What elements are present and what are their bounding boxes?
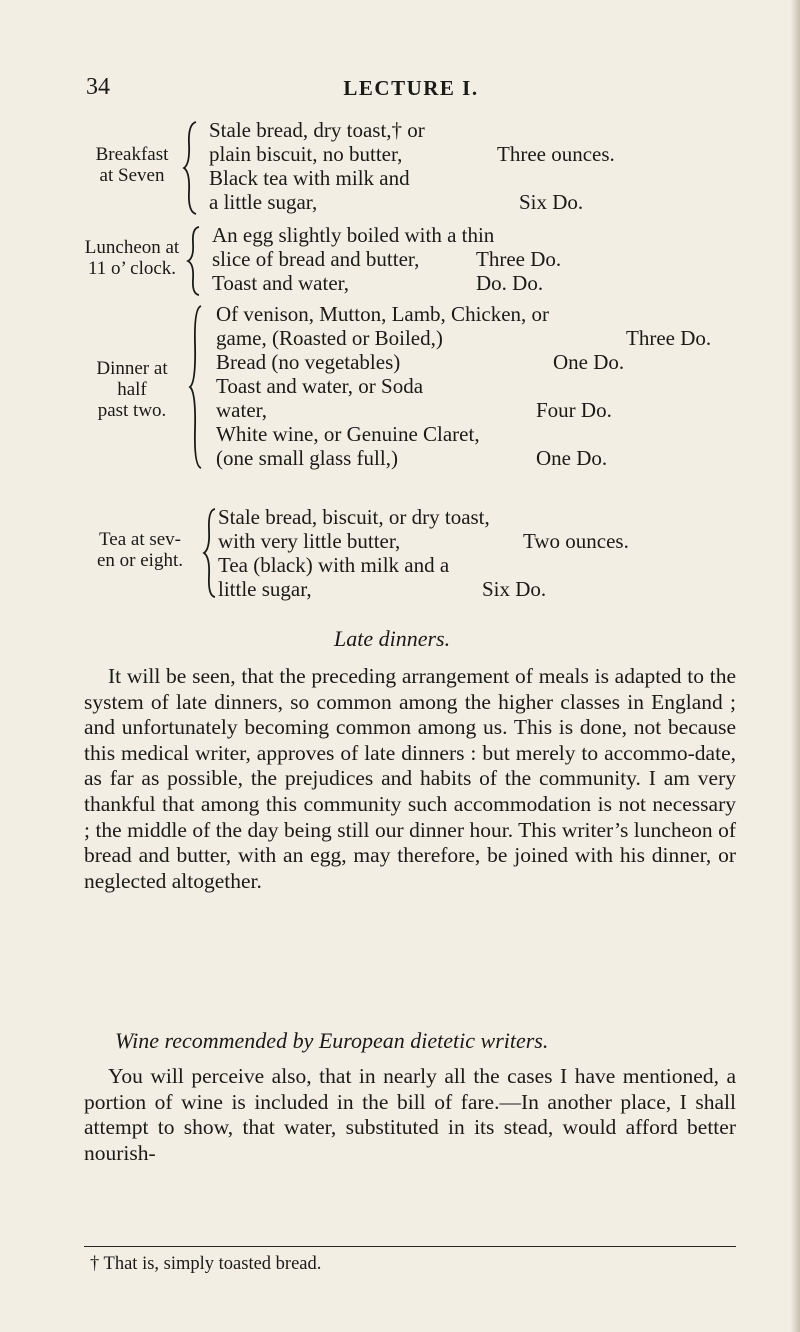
section-title: Late dinners.	[334, 626, 451, 651]
meal-item-row: Toast and water, or Soda	[216, 374, 424, 398]
meal-label	[84, 358, 180, 421]
meal-label	[84, 237, 180, 279]
meal-label-line: Tea at sev-	[98, 529, 181, 550]
meal-item-row: Of venison, Mutton, Lamb, Chicken, or	[216, 302, 550, 326]
running-head: LECTURE I.	[343, 76, 479, 100]
page-header	[86, 74, 736, 104]
quantity: Four Do.	[536, 398, 612, 422]
page-number: 34	[86, 74, 110, 100]
meal-item-row: Bread (no vegetables) One Do.	[216, 350, 625, 374]
brace-icon	[186, 225, 202, 297]
meal-item-row: Stale bread, dry toast,† or	[209, 118, 425, 142]
quantity: Six Do.	[519, 190, 584, 214]
quantity: Three Do.	[626, 326, 712, 350]
quantity: Three Do.	[476, 247, 562, 271]
meal-label-line: en or eight.	[96, 550, 183, 571]
quantity: Six Do.	[482, 577, 547, 601]
brace-icon	[182, 120, 200, 216]
meal-luncheon	[84, 223, 744, 299]
meal-label-line: Dinner at	[96, 358, 168, 379]
meal-item-row: Tea (black) with milk and a	[218, 553, 450, 577]
meal-item-row: game, (Roasted or Boiled,) Three Do.	[216, 326, 712, 350]
body-paragraph: You will perceive also, that in nearly all the cases I have mentioned, a portion of wine is included in the bill of fare.—In another place, I shall attempt to show, that water, substituted in its stead, would afford better nourish-	[84, 1064, 736, 1165]
meal-label-line: past two.	[97, 400, 167, 421]
quantity: Three ounces.	[497, 142, 615, 166]
meal-items	[209, 118, 744, 214]
meal-item-row: Stale bread, biscuit, or dry toast,	[218, 505, 490, 529]
footnote: † That is, simply toasted bread.	[90, 1254, 322, 1274]
brace-icon	[188, 304, 204, 470]
meal-label	[84, 144, 180, 186]
meal-items	[218, 505, 744, 601]
meal-item-row: little sugar, Six Do.	[218, 577, 547, 601]
meal-item-row: slice of bread and butter, Three Do.	[212, 247, 562, 271]
meal-label	[80, 529, 200, 571]
meal-label-line: at Seven	[99, 165, 165, 186]
meal-label-line: half	[117, 379, 147, 400]
quantity: One Do.	[553, 350, 625, 374]
quantity: One Do.	[536, 446, 608, 470]
meal-label-line: Breakfast	[95, 144, 169, 165]
meal-items	[216, 302, 744, 470]
quantity: Do. Do.	[476, 271, 544, 295]
meal-breakfast	[84, 118, 744, 216]
meal-label-line: 11 o’ clock.	[87, 258, 177, 279]
quantity: Two ounces.	[523, 529, 629, 553]
page-edge-shadow	[790, 0, 800, 1332]
meal-item-row: with very little butter, Two ounces.	[218, 529, 629, 553]
meal-item-row: Toast and water, Do. Do.	[212, 271, 544, 295]
meal-item-row: water, Four Do.	[216, 398, 612, 422]
brace-icon	[202, 507, 218, 599]
meal-tea	[84, 505, 744, 601]
meal-item-row: a little sugar, Six Do.	[209, 190, 584, 214]
meal-item-row: White wine, or Genuine Claret,	[216, 422, 480, 446]
section-title: Wine recommended by European dietetic writers.	[115, 1028, 549, 1053]
meal-item-row: plain biscuit, no butter, Three ounces.	[209, 142, 615, 166]
meal-item-row: An egg slightly boiled with a thin	[212, 223, 495, 247]
meal-label-line: Luncheon at	[84, 237, 180, 258]
meal-item-row: (one small glass full,) One Do.	[216, 446, 608, 470]
meal-items	[212, 223, 744, 295]
body-paragraph: It will be seen, that the preceding arrangement of meals is adapted to the system of late dinners, so common among the higher classes in England ; and unfortunately becoming common among us. This is done, not because this medical writer, approves of late dinners : but merely to accommo-date, as far as possible, the prejudices and habits of the community. I am very thankful that among this community such accommodation is not necessary ; the middle of the day being still our dinner hour. This writer’s luncheon of bread and butter, with an egg, may therefore, be joined with his dinner, or neglected altogether.	[84, 664, 736, 893]
meal-dinner	[84, 302, 744, 472]
footnote-rule	[84, 1246, 736, 1247]
meal-item-row: Black tea with milk and	[209, 166, 410, 190]
